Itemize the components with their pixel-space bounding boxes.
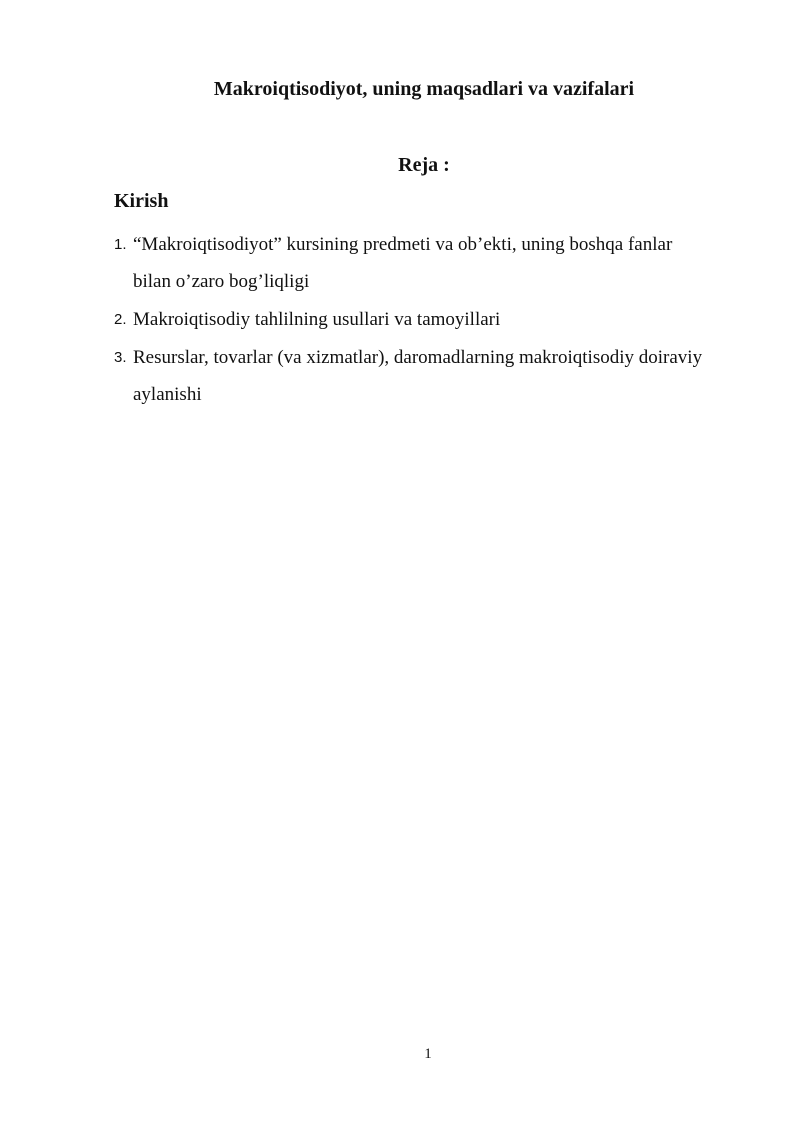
plan-item-number: 1. xyxy=(114,236,127,253)
plan-item-number: 2. xyxy=(114,311,127,328)
plan-list xyxy=(114,226,714,414)
plan-item-text: Resurslar, tovarlar (va xizmatlar), daromadlarning makroiqtisodiy doiraviy aylanishi xyxy=(133,347,703,405)
plan-item-text: “Makroiqtisodiyot” kursining predmeti va ob’ekti, uning boshqa fanlar bilan o’zaro bog’liqligi xyxy=(133,234,673,292)
plan-item-text: Makroiqtisodiy tahlilning usullari va tamoyillari xyxy=(133,309,501,330)
document-title: Makroiqtisodiyot, uning maqsadlari va vazifalari xyxy=(213,78,635,100)
plan-item xyxy=(114,301,714,338)
intro-heading: Kirish xyxy=(114,190,169,212)
page-number: 1 xyxy=(424,1046,432,1062)
plan-item xyxy=(114,339,714,413)
plan-heading: Reja : xyxy=(398,154,450,176)
plan-item xyxy=(114,226,714,300)
plan-item-number: 3. xyxy=(114,349,127,366)
